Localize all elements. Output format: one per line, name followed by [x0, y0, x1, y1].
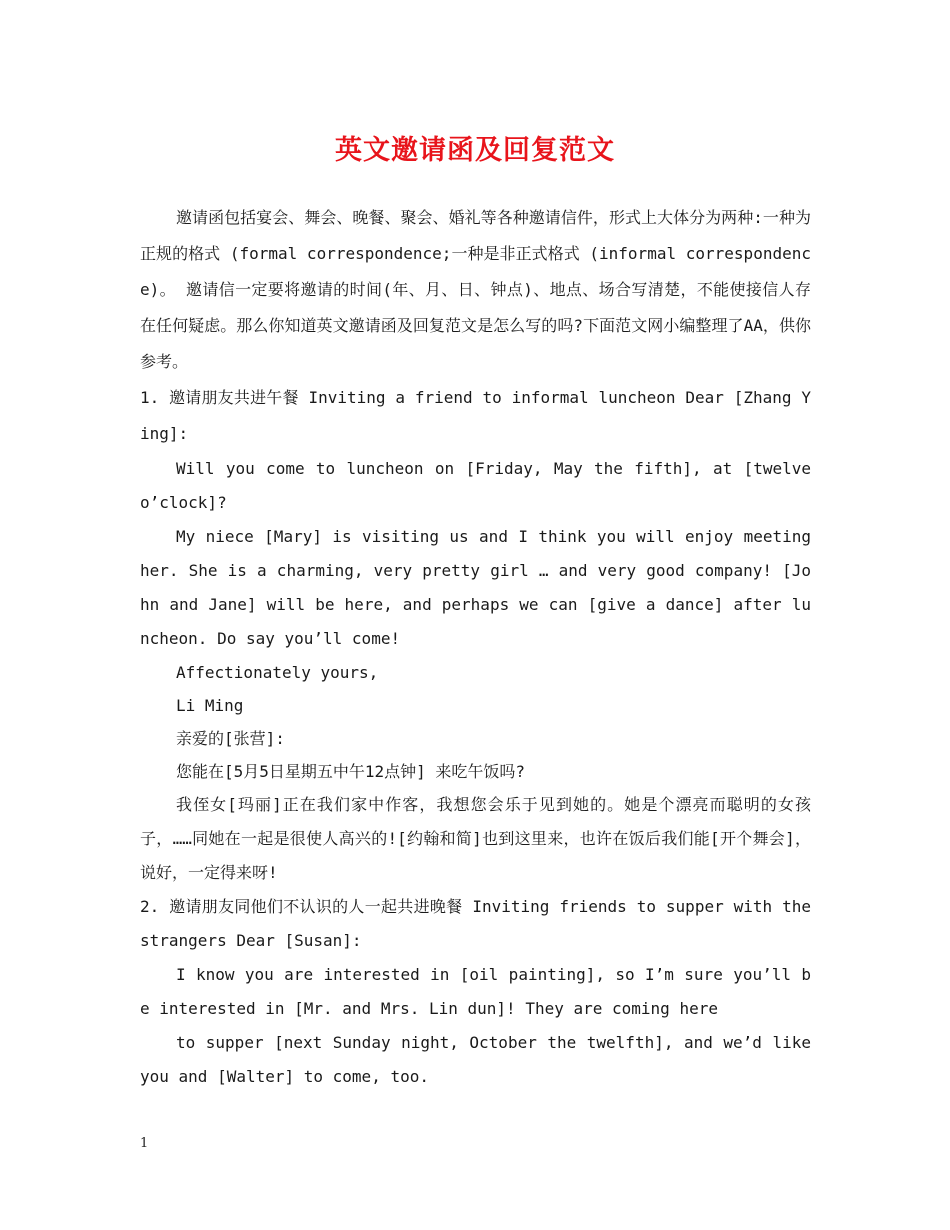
section-1-paragraph-2: My niece [Mary] is visiting us and I think you will enjoy meeting her. She is a charming, very pretty girl … and very good company! [John and Jane] will be here, and perhaps we can [give a dance] after luncheon. Do say you’ll come!	[140, 527, 811, 648]
page-number: 1	[140, 1136, 149, 1151]
document-body	[140, 200, 811, 1094]
section-1-cn-paragraph-1: 您能在[5月5日星期五中午12点钟] 来吃午饭吗?	[176, 762, 526, 781]
document-title: 英文邀请函及回复范文	[335, 135, 615, 166]
section-1-cn-paragraph-2: 我侄女[玛丽]正在我们家中作客，我想您会乐于见到她的。她是个漂亮而聪明的女孩子，……同她在一起是很使人高兴的![约翰和简]也到这里来，也许在饭后我们能[开个舞会]，说好，一定得来呀!	[140, 795, 811, 882]
section-2-paragraph-2: to supper [next Sunday night, October the twelfth], and we’d like you and [Walter] to come, too.	[140, 1033, 811, 1086]
section-2-paragraph-1: I know you are interested in [oil painting], so I’m sure you’ll be interested in [Mr. and Mrs. Lin dun]! They are coming here	[140, 965, 811, 1018]
section-1-heading: 1. 邀请朋友共进午餐 Inviting a friend to informal luncheon Dear [Zhang Ying]:	[140, 388, 811, 443]
section-1-cn-salutation: 亲爱的[张营]:	[176, 729, 285, 748]
section-1-signature: Li Ming	[176, 696, 244, 715]
section-2-heading: 2. 邀请朋友同他们不认识的人一起共进晚餐 Inviting friends to supper with the strangers Dear [Susan]:	[140, 897, 811, 950]
section-1-paragraph-1: Will you come to luncheon on [Friday, May the fifth], at [twelve o’clock]?	[140, 459, 811, 512]
intro-paragraph: 邀请函包括宴会、舞会、晚餐、聚会、婚礼等各种邀请信件，形式上大体分为两种:一种为正规的格式 (formal correspondence;一种是非正式格式 (informal correspondence)。 邀请信一定要将邀请的时间(年、月、日、钟点)、地点、场合写清楚，不能使接信人存在任何疑虑。那么你知道英文邀请函及回复范文是怎么写的吗?下面范文网小编整理了AA，供你参考。	[140, 208, 811, 371]
section-1-closing: Affectionately yours,	[176, 663, 379, 682]
